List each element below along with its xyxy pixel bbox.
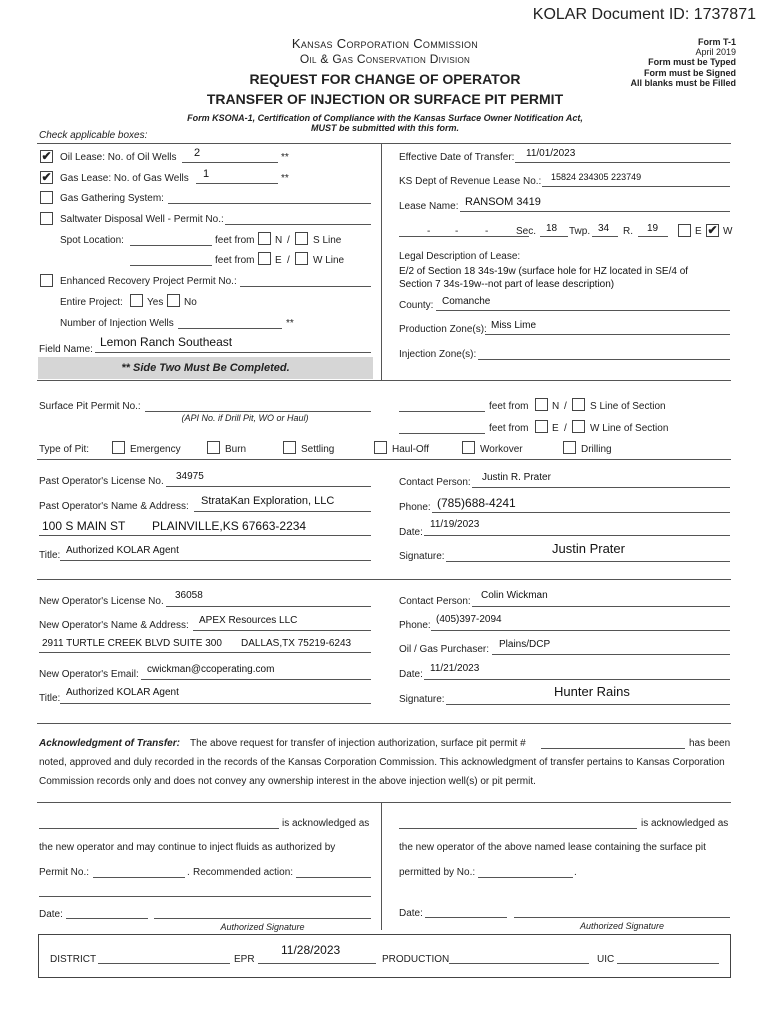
oil-lease-label: Oil Lease: No. of Oil Wells: [60, 152, 177, 163]
no-label: No: [184, 297, 197, 308]
new-name-label: New Operator's Name & Address:: [39, 620, 189, 631]
gas-wells-line: [196, 183, 278, 184]
range-line: [638, 236, 668, 237]
sec-value[interactable]: 18: [546, 223, 558, 234]
new-date-label: Date:: [399, 669, 423, 680]
past-contact-line: [472, 487, 730, 488]
epr-line: [258, 963, 376, 964]
new-address-line: [39, 652, 371, 653]
past-contact-value[interactable]: Justin R. Prater: [482, 472, 551, 483]
twp-line: [592, 236, 618, 237]
pit-type-drilling: Drilling: [581, 444, 612, 455]
past-phone-label: Phone:: [399, 502, 431, 513]
new-license-value[interactable]: 36058: [175, 590, 203, 601]
pit-w-label: W Line of Section: [590, 423, 669, 434]
note-blanks: All blanks must be Filled: [630, 78, 736, 88]
range-value[interactable]: 19: [647, 223, 659, 234]
ks-dept-label: KS Dept of Revenue Lease No.:: [399, 176, 542, 187]
center-divider: [381, 143, 382, 380]
purchaser-label: Oil / Gas Purchaser:: [399, 644, 490, 655]
ack-right-auth-signature: Authorized Signature: [579, 921, 665, 931]
ack-right-is-acknowledged: is acknowledged as: [641, 818, 729, 829]
new-date-line: [424, 679, 730, 680]
injection-zone-label: Injection Zone(s):: [399, 349, 477, 360]
ksona-note-1: Form KSONA-1, Certification of Compliance with the Kansas Surface Owner Notification Act,: [187, 113, 583, 123]
pit-e-label: E: [552, 423, 559, 434]
past-title-value[interactable]: Authorized KOLAR Agent: [66, 545, 179, 556]
surface-pit-line: [145, 411, 371, 412]
form-date: April 2019: [695, 47, 736, 57]
pit-ns-line: [399, 411, 485, 412]
epr-date-value[interactable]: 11/28/2023: [281, 943, 341, 957]
production-zone-label: Production Zone(s):: [399, 324, 487, 335]
gas-lease-label: Gas Lease: No. of Gas Wells: [60, 173, 189, 184]
ack-permitted-by-line: [478, 877, 573, 878]
pit-type-workover: Workover: [480, 444, 523, 455]
ack-left-date-label: Date:: [39, 909, 63, 920]
field-name-line: [95, 352, 371, 353]
new-title-line: [60, 703, 371, 704]
ack-divider: [381, 802, 382, 930]
production-zone-value[interactable]: Miss Lime: [491, 320, 537, 331]
new-license-label: New Operator's License No.: [39, 596, 164, 607]
legal-description-label: Legal Description of Lease:: [399, 251, 521, 262]
api-note: (API No. if Drill Pit, WO or Haul): [181, 413, 309, 423]
epr-label: EPR: [234, 954, 255, 965]
section-rule-4: [37, 723, 731, 724]
past-phone-value[interactable]: (785)688-4241: [437, 496, 516, 510]
pit-n-checkbox[interactable]: [535, 398, 548, 411]
oil-wells-value[interactable]: 2: [194, 147, 201, 159]
new-title-label: Title:: [39, 693, 61, 704]
new-license-line: [166, 606, 371, 607]
ack-recommended-label: Recommended action:: [193, 867, 294, 878]
ack-left-auth-signature: Authorized Signature: [220, 922, 305, 932]
note-signed: Form must be Signed: [643, 68, 736, 78]
gas-gathering-line: [168, 203, 371, 204]
spot-location-label: Spot Location:: [60, 235, 124, 246]
ack-left-signature-line: [154, 918, 371, 919]
sec-line: [540, 236, 568, 237]
range-e-label: E: [695, 226, 702, 237]
pit-type-haul-off: Haul-Off: [392, 444, 430, 455]
form-title-1: REQUEST FOR CHANGE OF OPERATOR: [249, 71, 521, 87]
county-line: [436, 310, 730, 311]
uic-label: UIC: [597, 954, 615, 965]
oil-wells-stars: **: [281, 152, 289, 163]
side-two-text: ** Side Two Must Be Completed.: [121, 362, 290, 374]
lease-name-value[interactable]: RANSOM 3419: [465, 196, 541, 208]
county-value[interactable]: Comanche: [442, 296, 491, 307]
ksona-note-2: MUST be submitted with this form.: [311, 123, 459, 133]
past-signature-line: [446, 561, 730, 562]
ack-left-extra-line: [39, 896, 371, 897]
spot-ew-line: [130, 265, 212, 266]
past-signature-label: Signature:: [399, 551, 445, 562]
saltwater-line: [225, 224, 371, 225]
entire-project-no-checkbox[interactable]: [167, 294, 180, 307]
county-label: County:: [399, 300, 434, 311]
pit-w-checkbox[interactable]: [572, 420, 585, 433]
pit-e-checkbox[interactable]: [535, 420, 548, 433]
new-address-street[interactable]: 2911 TURTLE CREEK BLVD SUITE 300: [42, 638, 222, 649]
past-name-label: Past Operator's Name & Address:: [39, 501, 189, 512]
form-number: Form T-1: [697, 37, 736, 47]
past-title-label: Title:: [39, 550, 61, 561]
new-signature-line: [446, 704, 730, 705]
new-signature-label: Signature:: [399, 694, 445, 705]
new-email-line: [141, 679, 371, 680]
spot-w-label: W Line: [313, 255, 345, 266]
ack-left-text: the new operator and may continue to inject fluids as authorized by: [39, 842, 336, 853]
legal-description-line-1[interactable]: E/2 of Section 18 34s-19w (surface hole for HZ located in SE/4 of: [399, 266, 689, 277]
pit-type-burn: Burn: [225, 444, 247, 455]
new-name-line: [193, 630, 371, 631]
past-license-value[interactable]: 34975: [176, 471, 204, 482]
enhanced-recovery-label: Enhanced Recovery Project Permit No.:: [60, 276, 237, 287]
pit-type-settling: Settling: [301, 444, 335, 455]
document-id: KOLAR Document ID: 1737871: [532, 6, 756, 23]
ack-text-3: Commission records only and does not convey any ownership interest in the above injection well(s) or pit permit.: [39, 776, 536, 787]
new-contact-value[interactable]: Colin Wickman: [481, 590, 548, 601]
pit-feet-from-2: feet from: [489, 423, 529, 434]
spot-n-checkbox[interactable]: [258, 232, 271, 245]
past-address-line: [39, 535, 371, 536]
pit-n-label: N: [552, 401, 560, 412]
entire-project-yes-checkbox[interactable]: [130, 294, 143, 307]
ack-right-date-label: Date:: [399, 908, 423, 919]
ack-left-name-line: [39, 828, 279, 829]
past-contact-label: Contact Person:: [399, 477, 471, 488]
ks-dept-line: [542, 186, 730, 187]
section-rule-1: [37, 380, 731, 381]
ack-permit-no-line: [93, 877, 185, 878]
production-line: [449, 963, 589, 964]
ack-left-date-line: [66, 918, 148, 919]
twp-value[interactable]: 34: [598, 223, 610, 234]
note-typed: Form must be Typed: [648, 57, 736, 67]
field-name-value[interactable]: Lemon Ranch Southeast: [100, 335, 233, 349]
num-injection-stars: **: [286, 318, 294, 329]
new-email-value[interactable]: cwickman@ccoperating.com: [147, 664, 275, 675]
new-contact-label: Contact Person:: [399, 596, 471, 607]
twp-label: Twp.: [569, 226, 591, 237]
section-rule-3: [37, 579, 731, 580]
ack-permitted-by-label: permitted by No.:: [399, 867, 476, 878]
spot-ns-line: [130, 245, 212, 246]
ack-heading: Acknowledgment of Transfer:: [39, 738, 180, 749]
surface-pit-label: Surface Pit Permit No.:: [39, 401, 141, 412]
ack-left-is-acknowledged: is acknowledged as: [282, 818, 370, 829]
past-name-value[interactable]: StrataKan Exploration, LLC: [201, 495, 335, 507]
effective-date-line: [515, 162, 730, 163]
pit-type-emergency: Emergency: [130, 444, 181, 455]
spot-feet-from-2: feet from: [215, 255, 255, 266]
ack-right-signature-line: [514, 917, 730, 918]
location-quarters-line: [399, 236, 529, 237]
range-e-checkbox[interactable]: [678, 224, 691, 237]
pit-type-label: Type of Pit:: [39, 444, 90, 455]
ks-dept-value[interactable]: 15824 234305 223749: [551, 172, 642, 182]
spot-e-label: E: [275, 255, 282, 266]
pit-ew-line: [399, 433, 485, 434]
new-contact-line: [472, 606, 730, 607]
gas-wells-value[interactable]: 1: [203, 168, 210, 180]
effective-date-label: Effective Date of Transfer:: [399, 152, 515, 163]
ack-recommended-line: [296, 877, 371, 878]
entire-project-label: Entire Project:: [60, 297, 123, 308]
saltwater-checkbox[interactable]: [40, 212, 53, 225]
ack-right-text: the new operator of the above named lease containing the surface pit: [399, 842, 706, 853]
past-phone-line: [432, 512, 730, 513]
past-date-value[interactable]: 11/19/2023: [430, 519, 480, 530]
new-phone-label: Phone:: [399, 620, 431, 631]
new-title-value[interactable]: Authorized KOLAR Agent: [66, 687, 179, 698]
oil-lease-checkbox[interactable]: ✔: [41, 149, 52, 163]
section-rule-5: [37, 802, 731, 803]
top-rule: [37, 143, 731, 144]
injection-zone-line: [478, 359, 730, 360]
past-title-line: [60, 560, 371, 561]
section-rule-2: [37, 459, 731, 460]
pit-emergency-checkbox[interactable]: [112, 441, 125, 454]
pit-s-label: S Line of Section: [590, 401, 666, 412]
uic-line: [617, 963, 719, 964]
gas-gathering-checkbox[interactable]: [40, 191, 53, 204]
num-injection-line: [178, 328, 282, 329]
effective-date-value[interactable]: 11/01/2023: [526, 148, 576, 159]
gas-gathering-label: Gas Gathering System:: [60, 193, 164, 204]
production-zone-line: [485, 334, 730, 335]
past-date-line: [424, 535, 730, 536]
spot-s-checkbox[interactable]: [295, 232, 308, 245]
new-address-city[interactable]: DALLAS,TX 75219-6243: [241, 638, 352, 649]
saltwater-label: Saltwater Disposal Well - Permit No.:: [60, 214, 224, 225]
legal-description-line-2[interactable]: Section 7 34s-19w--not part of lease description): [399, 279, 615, 290]
district-line: [98, 963, 230, 964]
field-name-label: Field Name:: [39, 344, 93, 355]
district-label: DISTRICT: [50, 954, 97, 965]
new-name-value[interactable]: APEX Resources LLC: [199, 615, 298, 626]
pit-s-checkbox[interactable]: [572, 398, 585, 411]
ack-text-2: noted, approved and duly recorded in the records of the Kansas Corporation Commission. This acknowledgment of transfer pertains to Kansas Corporation: [39, 757, 725, 768]
pit-feet-from-1: feet from: [489, 401, 529, 412]
spot-n-label: N: [275, 235, 283, 246]
num-injection-label: Number of Injection Wells: [60, 318, 174, 329]
spot-feet-from-1: feet from: [215, 235, 255, 246]
new-phone-line: [431, 630, 730, 631]
pit-haul-off-checkbox[interactable]: [374, 441, 387, 454]
past-name-line: [194, 511, 371, 512]
sec-label: Sec.: [516, 226, 537, 237]
past-address-street[interactable]: 100 S MAIN ST: [42, 519, 126, 533]
purchaser-value[interactable]: Plains/DCP: [499, 639, 551, 650]
range-w-checkbox[interactable]: ✔: [707, 223, 718, 237]
spot-w-checkbox[interactable]: [295, 252, 308, 265]
past-signature-value[interactable]: Justin Prater: [552, 541, 625, 556]
pit-drilling-checkbox[interactable]: [563, 441, 576, 454]
lease-name-line: [460, 211, 730, 212]
enhanced-line: [240, 286, 371, 287]
ack-right-date-line: [425, 917, 507, 918]
past-license-label: Past Operator's License No.: [39, 476, 164, 487]
range-w-label: W: [723, 226, 733, 237]
pit-workover-checkbox[interactable]: [462, 441, 475, 454]
ack-permit-line: [541, 748, 685, 749]
production-label: PRODUCTION: [382, 954, 450, 965]
past-date-label: Date:: [399, 527, 423, 538]
ack-has-been: has been: [689, 738, 731, 749]
agency-name: Kansas Corporation Commission: [291, 36, 479, 51]
ack-permit-no-label: Permit No.:: [39, 867, 90, 878]
spot-s-label: S Line: [313, 235, 342, 246]
enhanced-recovery-checkbox[interactable]: [40, 274, 53, 287]
ack-text-1: The above request for transfer of injection authorization, surface pit permit #: [190, 738, 526, 749]
check-boxes-label: Check applicable boxes:: [39, 130, 148, 141]
gas-wells-stars: **: [281, 173, 289, 184]
yes-label: Yes: [147, 297, 164, 308]
purchaser-line: [492, 654, 730, 655]
past-address-city[interactable]: PLAINVILLE,KS 67663-2234: [152, 519, 307, 533]
new-signature-value[interactable]: Hunter Rains: [554, 684, 630, 699]
gas-lease-checkbox[interactable]: ✔: [41, 170, 52, 184]
agency-division: Oil & Gas Conservation Division: [299, 52, 471, 66]
new-date-value[interactable]: 11/21/2023: [430, 663, 480, 674]
ack-right-name-line: [399, 828, 637, 829]
past-license-line: [166, 486, 371, 487]
oil-wells-line: [182, 162, 278, 163]
spot-e-checkbox[interactable]: [258, 252, 271, 265]
form-title-2: TRANSFER OF INJECTION OR SURFACE PIT PERMIT: [206, 91, 564, 107]
pit-settling-checkbox[interactable]: [283, 441, 296, 454]
range-label: R.: [623, 226, 633, 237]
lease-name-label: Lease Name:: [399, 201, 459, 212]
new-email-label: New Operator's Email:: [39, 669, 139, 680]
pit-burn-checkbox[interactable]: [207, 441, 220, 454]
new-phone-value[interactable]: (405)397-2094: [436, 614, 502, 625]
